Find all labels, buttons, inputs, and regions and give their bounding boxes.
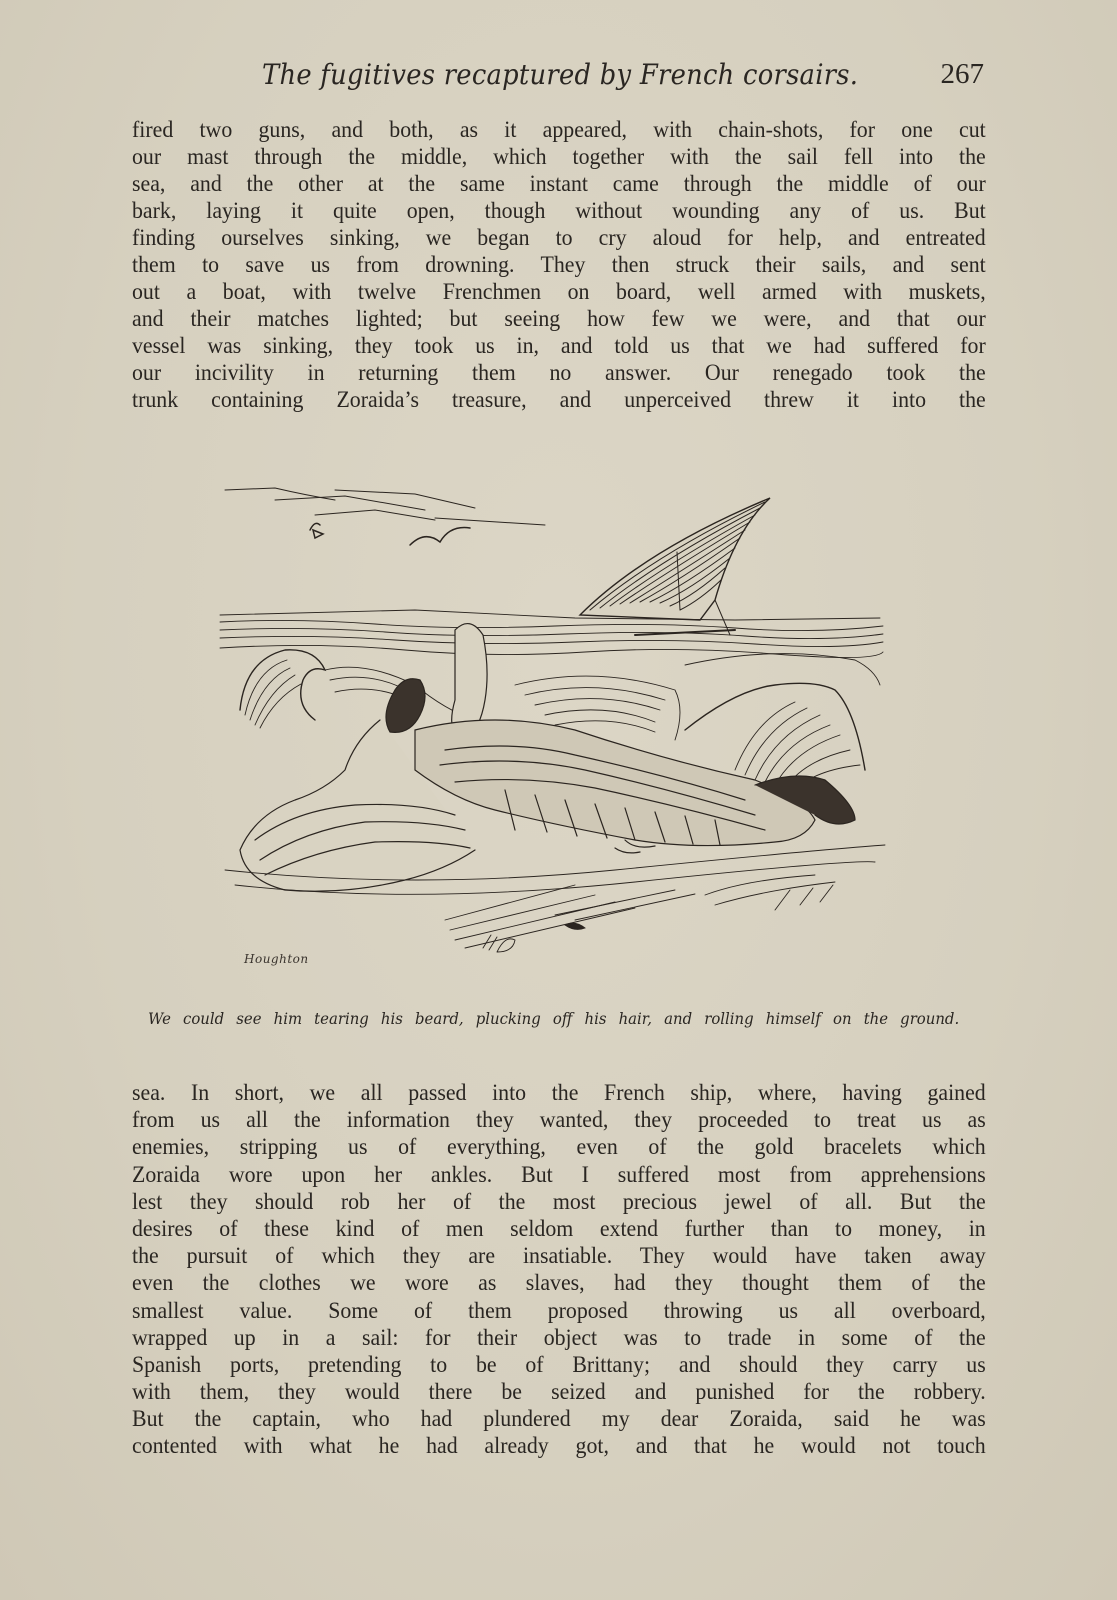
text-line: finding ourselves sinking, we began to cry aloud for help, and entreated	[132, 225, 986, 251]
text-line: fired two guns, and both, as it appeared, with chain-shots, for one cut	[132, 117, 986, 143]
text-line: out a boat, with twelve Frenchmen on board, well armed with muskets,	[132, 279, 986, 305]
page-number: 267	[940, 58, 984, 90]
text-line: sea. In short, we all passed into the French ship, where, having gained	[132, 1080, 986, 1106]
text-line: Zoraida wore upon her ankles. But I suffered most from apprehensions	[132, 1161, 986, 1188]
text-line: vessel was sinking, they took us in, and told us that we had suffered for	[132, 333, 986, 359]
text-line: from us all the information they wanted, they proceeded to treat us as	[132, 1107, 986, 1134]
illustration	[215, 470, 895, 970]
body-text-bottom	[132, 1080, 986, 1461]
text-line: our incivility in returning them no answer. Our renegado took the	[132, 360, 986, 386]
text-line: wrapped up in a sail: for their object was to trade in some of the	[132, 1324, 986, 1351]
running-head	[262, 58, 992, 98]
body-text-top	[132, 117, 986, 414]
figure-caption: We could see him tearing his beard, plucking off his hair, and rolling himself on the ground.	[148, 1010, 960, 1028]
text-line: Spanish ports, pretending to be of Brittany; and should they carry us	[132, 1351, 986, 1378]
text-line: and their matches lighted; but seeing how few we were, and that our	[132, 306, 986, 332]
text-line: even the clothes we wore as slaves, had they thought them of the	[132, 1270, 986, 1297]
text-line: lest they should rob her of the most precious jewel of all. But the	[132, 1188, 986, 1215]
text-line: desires of these kind of men seldom extend further than to money, in	[132, 1215, 986, 1242]
ship-sail	[580, 498, 770, 635]
engraving-drawing	[215, 470, 895, 970]
running-title: The fugitives recaptured by French corsairs.	[262, 58, 859, 91]
text-line: trunk containing Zoraida’s treasure, and unperceived threw it into the	[132, 387, 986, 413]
text-line: with them, they would there be seized and punished for the robbery.	[132, 1379, 986, 1406]
text-line: contented with what he had already got, and that he would not touch	[132, 1433, 986, 1460]
text-line: smallest value. Some of them proposed throwing us all overboard,	[132, 1297, 986, 1324]
fallen-man	[240, 624, 855, 892]
artist-signature: Houghton	[244, 952, 309, 966]
text-line: our mast through the middle, which together with the sail fell into the	[132, 144, 986, 170]
gull-icon	[410, 528, 470, 545]
text-line: But the captain, who had plundered my dear Zoraida, said he was	[132, 1406, 986, 1433]
text-line: enemies, stripping us of everything, even of the gold bracelets which	[132, 1134, 986, 1161]
text-line: bark, laying it quite open, though without wounding any of us. But	[132, 198, 986, 224]
text-line: them to save us from drowning. They then struck their sails, and sent	[132, 252, 986, 278]
gull-icon	[310, 523, 323, 538]
sky-strokes	[225, 488, 545, 525]
text-line: sea, and the other at the same instant came through the middle of our	[132, 171, 986, 197]
text-line: the pursuit of which they are insatiable. They would have taken away	[132, 1243, 986, 1270]
